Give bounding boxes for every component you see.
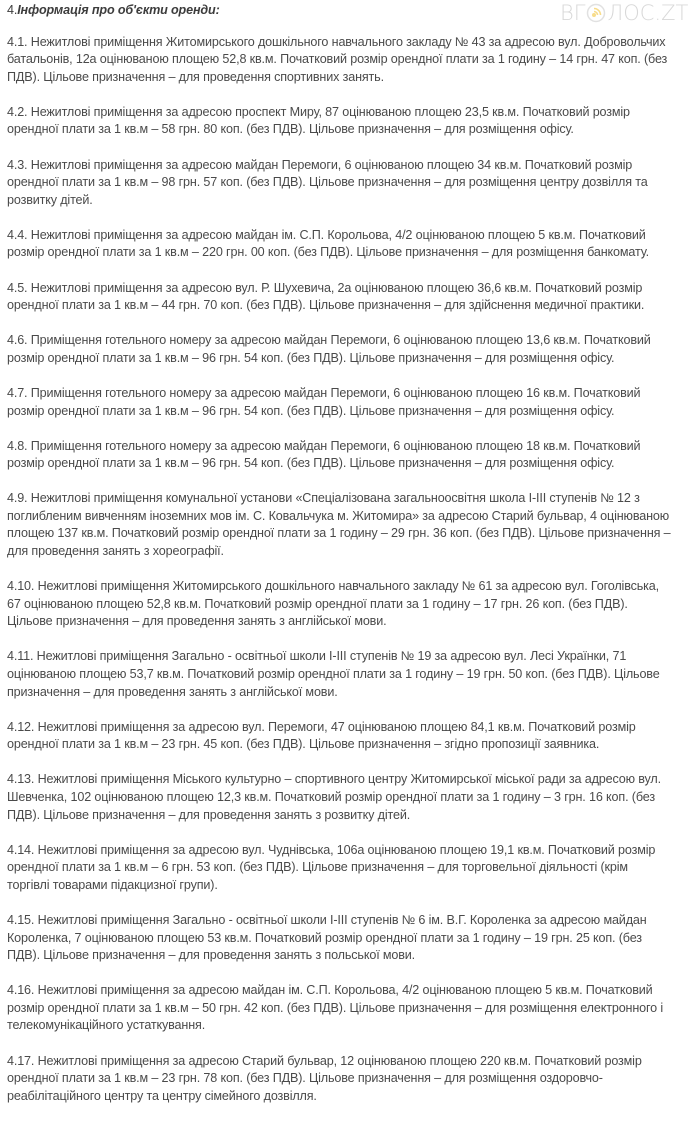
- rental-item: 4.9. Нежитлові приміщення комунальної установи «Спеціалізована загальноосвітня школа І-ІІІ ступенів № 12 з поглибленим вивченням іноземних мов ім. С. Ковальчука м. Житомира» за адресою Старий бульвар, 4 оцінюваною площею 137 кв.м. Початковий розмір орендної плати за 1 годину – 29 грн. 36 коп. (без ПДВ). Цільове призначення – для проведення занять з хореографії.: [7, 491, 671, 559]
- rental-item: 4.14. Нежитлові приміщення за адресою вул. Чуднівська, 106а оцінюваною площею 19,1 кв.м. Початковий розмір орендної плати за 1 кв.м – 6 грн. 53 коп. (без ПДВ). Цільове призначення – для торговельної діяльності (крім торгівлі товарами підакцизної групи).: [7, 842, 656, 892]
- rental-items-list: [7, 34, 671, 1106]
- section-number: 4.: [7, 3, 18, 17]
- rental-item: 4.1. Нежитлові приміщення Житомирського дошкільного навчального закладу № 43 за адресою вул. Добровольчих батальонів, 12а оцінюваною площею 52,8 кв.м. Початковий розмір орендної плати за 1 годину – 14 грн. 47 коп. (без ПДВ). Цільове призначення – для проведення спортивних занять.: [7, 34, 668, 84]
- rental-item: 4.16. Нежитлові приміщення за адресою майдан ім. С.П. Корольова, 4/2 оцінюваною площею 5 кв.м. Початковий розмір орендної плати за 1 кв.м – 50 грн. 42 коп. (без ПДВ). Цільове призначення – для розміщення електронного і телекомунікаційного устаткування.: [7, 983, 664, 1033]
- rental-item: 4.11. Нежитлові приміщення Загально - освітньої школи І-ІІІ ступенів № 19 за адресою вул. Лесі Українки, 71 оцінюваною площею 53,7 кв.м. Початковий розмір орендної плати за 1 годину – 19 грн. 50 коп. (без ПДВ). Цільове призначення – для проведення занять з англійської мови.: [7, 649, 660, 699]
- rental-item: 4.15. Нежитлові приміщення Загально - освітньої школи І-ІІІ ступенів № 6 ім. В.Г. Короленка за адресою майдан Короленка, 7 оцінюваною площею 53 кв.м. Початковий розмір орендної плати за 1 годину – 19 грн. 25 коп. (без ПДВ). Цільове призначення – для проведення занять з польської мови.: [7, 912, 647, 963]
- site-watermark-logo: [560, 1, 688, 25]
- watermark-prefix: ВГ: [560, 1, 586, 25]
- rental-item: 4.8. Приміщення готельного номеру за адресою майдан Перемоги, 6 оцінюваною площею 18 кв.м. Початковий розмір орендної плати за 1 кв.м – 96 грн. 54 коп. (без ПДВ). Цільове призначення – для розміщення офісу.: [7, 438, 641, 471]
- signal-wave-icon: [586, 3, 606, 23]
- rental-item: 4.2. Нежитлові приміщення за адресою проспект Миру, 87 оцінюваною площею 23,5 кв.м. Початковий розмір орендної плати за 1 кв.м – 58 грн. 80 коп. (без ПДВ). Цільове призначення – для розміщення офісу.: [7, 104, 630, 137]
- watermark-suffix: ЛОС.ZT: [607, 1, 688, 25]
- document-body: [7, 2, 671, 1123]
- rental-item: 4.5. Нежитлові приміщення за адресою вул. Р. Шухевича, 2а оцінюваною площею 36,6 кв.м. Початковий розмір орендної плати за 1 кв.м – 44 грн. 70 коп. (без ПДВ). Цільове призначення – для здійснення медичної практики.: [7, 280, 645, 313]
- section-title: Інформація про об'єкти оренди:: [17, 3, 220, 17]
- rental-item: 4.7. Приміщення готельного номеру за адресою майдан Перемоги, 6 оцінюваною площею 16 кв.м. Початковий розмір орендної плати за 1 кв.м – 96 грн. 54 коп. (без ПДВ). Цільове призначення – для розміщення офісу.: [7, 385, 641, 418]
- rental-item: 4.13. Нежитлові приміщення Міського культурно – спортивного центру Житомирської міської ради за адресою вул. Шевченка, 102 оцінюваною площею 12,3 кв.м. Початковий розмір орендної плати за 1 годину – 3 грн. 16 коп. (без ПДВ). Цільове призначення – для проведення занять з розвитку дітей.: [7, 772, 661, 822]
- rental-item: 4.4. Нежитлові приміщення за адресою майдан ім. С.П. Корольова, 4/2 оцінюваною площею 5 кв.м. Початковий розмір орендної плати за 1 кв.м – 220 грн. 00 коп. (без ПДВ). Цільове призначення – для розміщення банкомату.: [7, 227, 649, 260]
- rental-item: 4.10. Нежитлові приміщення Житомирського дошкільного навчального закладу № 61 за адресою вул. Гоголівська, 67 оцінюваною площею 52,8 кв.м. Початковий розмір орендної плати за 1 годину – 17 грн. 26 коп. (без ПДВ). Цільове призначення – для проведення занять з англійської мови.: [7, 579, 659, 629]
- rental-item: 4.6. Приміщення готельного номеру за адресою майдан Перемоги, 6 оцінюваною площею 13,6 кв.м. Початковий розмір орендної плати за 1 кв.м – 96 грн. 54 коп. (без ПДВ). Цільове призначення – для розміщення офісу.: [7, 333, 651, 365]
- rental-item: 4.12. Нежитлові приміщення за адресою вул. Перемоги, 47 оцінюваною площею 84,1 кв.м. Початковий розмір орендної плати за 1 кв.м – 23 грн. 45 коп. (без ПДВ). Цільове призначення – згідно пропозиції заявника.: [7, 719, 636, 752]
- rental-item: 4.17. Нежитлові приміщення за адресою Старий бульвар, 12 оцінюваною площею 220 кв.м. Початковий розмір орендної плати за 1 кв.м – 23 грн. 78 коп. (без ПДВ). Цільове призначення – для розміщення оздоровчо-реабілітаційного центру та центру сімейного дозвілля.: [7, 1053, 642, 1103]
- rental-item: 4.3. Нежитлові приміщення за адресою майдан Перемоги, 6 оцінюваною площею 34 кв.м. Початковий розмір орендної плати за 1 кв.м – 98 грн. 57 коп. (без ПДВ). Цільове призначення – для розміщення центру дозвілля та розвитку дітей.: [7, 157, 648, 207]
